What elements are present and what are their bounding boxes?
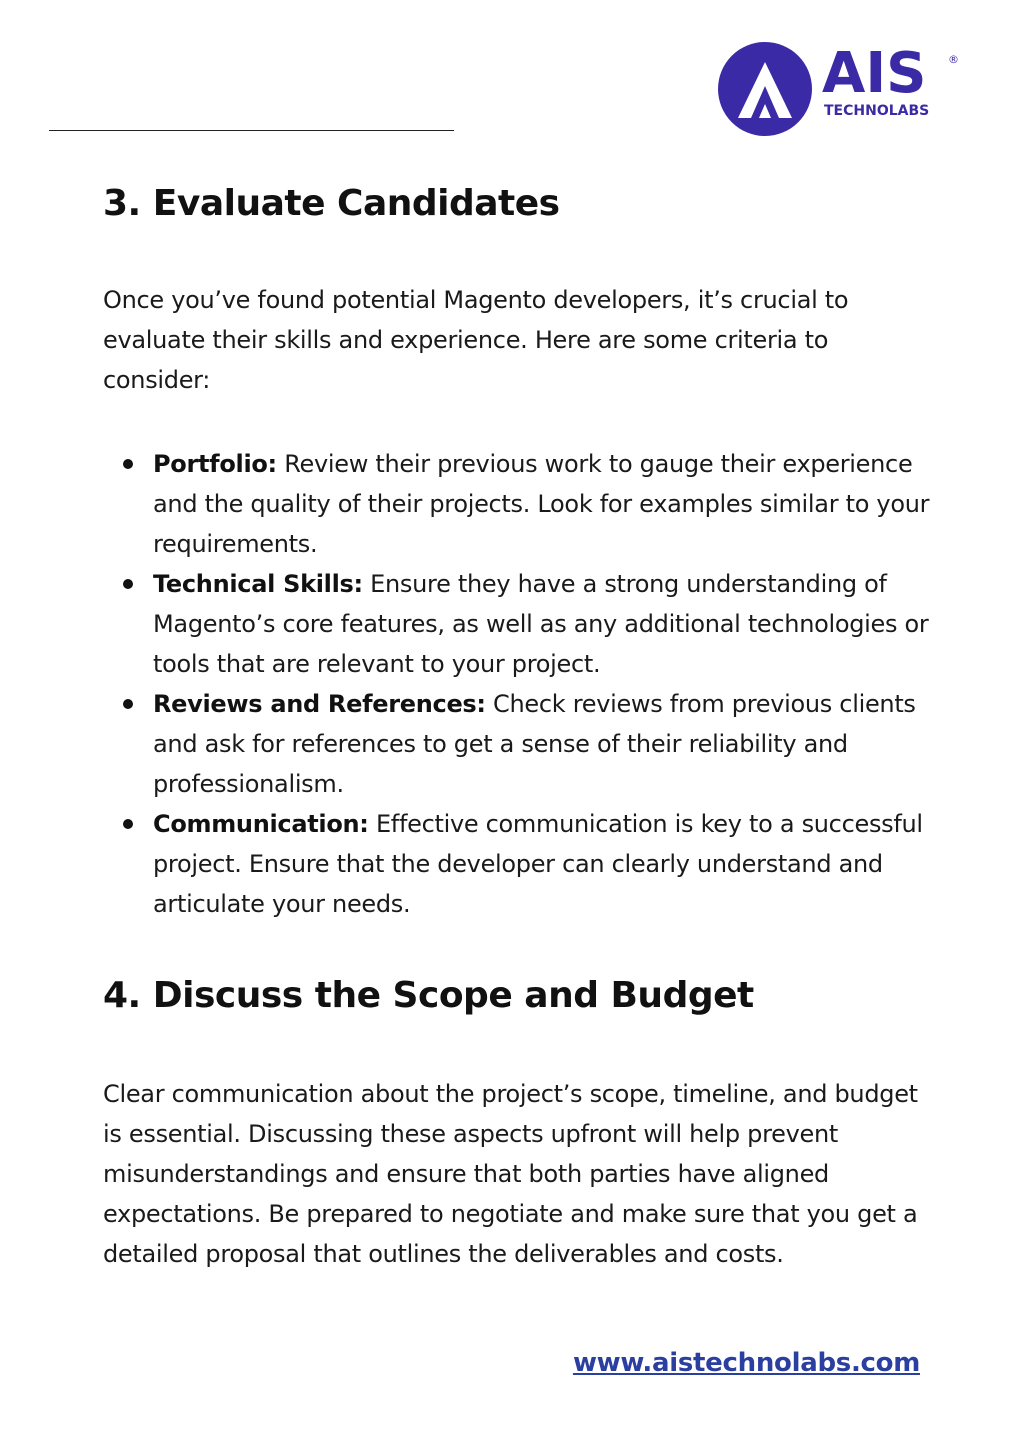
logo-wordmark: AIS [822,41,927,106]
criteria-term: Reviews and References: [153,690,486,718]
bullet-icon [123,699,133,709]
bullet-icon [123,579,133,589]
criteria-term: Portfolio: [153,450,277,478]
list-item [153,444,933,564]
criteria-text: Effective communication is key to a successful project. Ensure that the developer can clearly understand and articulate your needs. [153,810,923,918]
section-title-scope-budget: 4. Discuss the Scope and Budget [103,975,754,1016]
section-title-evaluate-candidates: 3. Evaluate Candidates [103,183,560,224]
article-content [103,178,933,1274]
list-item [153,804,933,924]
ais-logo-icon [716,40,816,140]
logo-subtitle: TECHNOLABS [824,103,930,119]
criteria-term: Communication: [153,810,369,838]
criteria-text: Review their previous work to gauge their experience and the quality of their projects. Look for examples similar to your requirements. [153,450,930,558]
bullet-icon [123,819,133,829]
list-item [153,564,933,684]
section-body: Clear communication about the project’s scope, timeline, and budget is essential. Discussing these aspects upfront will help prevent misunderstandings and ensure that both parties have aligned expectations. Be prepared to negotiate and make sure that you get a detailed proposal that outlines the deliverables and costs. [103,1080,918,1268]
criteria-text: Ensure they have a strong understanding of Magento’s core features, as well as any additional technologies or tools that are relevant to your project. [153,570,929,678]
list-item [153,684,933,804]
website-link[interactable]: www.aistechnolabs.com [572,1348,920,1378]
bullet-icon [123,459,133,469]
criteria-text: Check reviews from previous clients and ask for references to get a sense of their reliability and professionalism. [153,690,916,798]
criteria-list [103,444,933,924]
registered-mark: ® [948,53,959,66]
header-divider [49,130,454,131]
criteria-term: Technical Skills: [153,570,363,598]
section-intro: Once you’ve found potential Magento developers, it’s crucial to evaluate their skills and experience. Here are some criteria to consider: [103,286,849,394]
company-logo[interactable] [716,40,966,140]
